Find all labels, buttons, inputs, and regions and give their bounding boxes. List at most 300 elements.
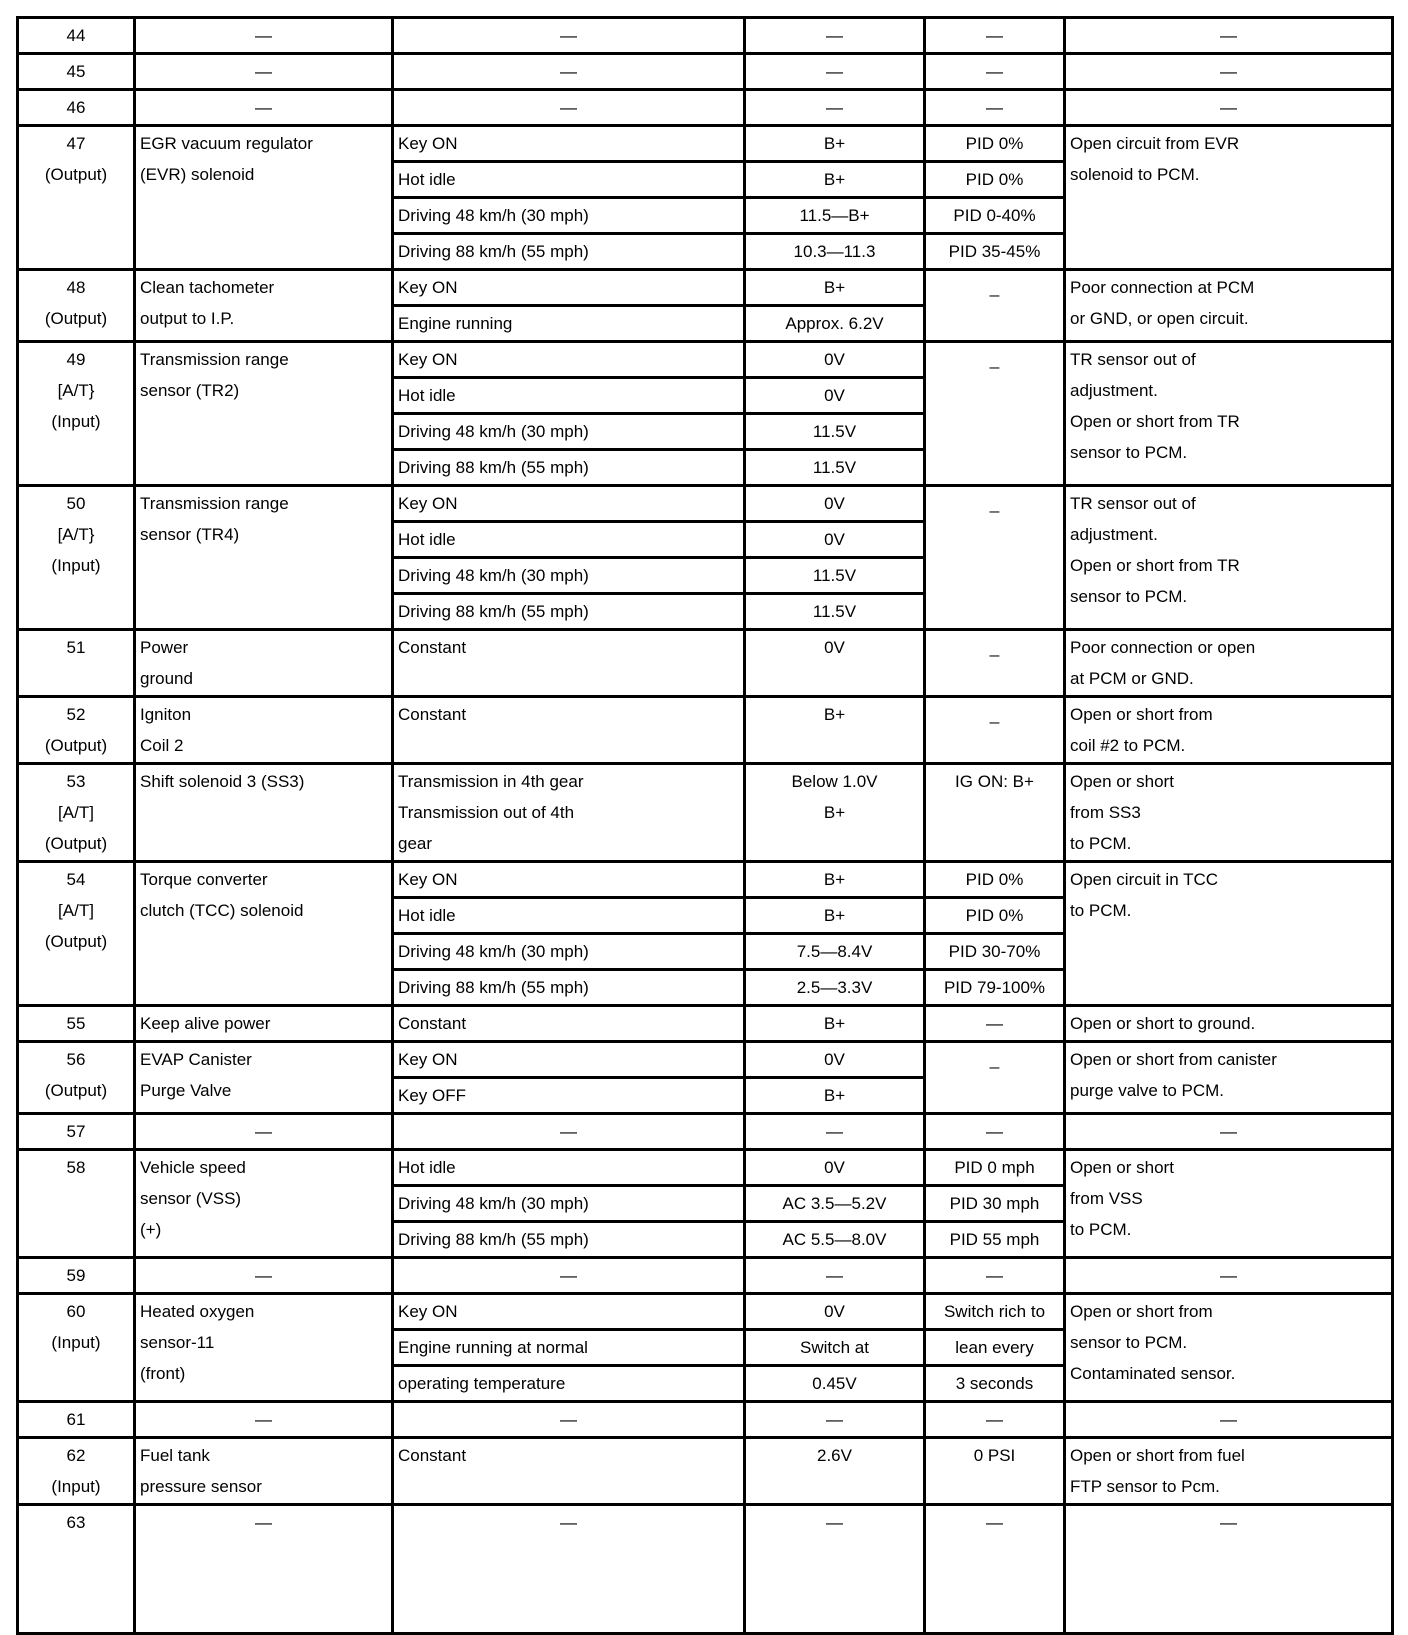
empty-dash: — (560, 1266, 577, 1285)
voltage-cell (745, 764, 925, 862)
pid-cell (925, 1438, 1065, 1505)
voltage-value: AC 5.5—8.0V (782, 1230, 887, 1249)
pid-value: _ (989, 705, 1000, 724)
signal-cell (135, 630, 393, 697)
condition-line: Hot idle (398, 1158, 456, 1177)
condition-line: Driving 48 km/h (30 mph) (398, 566, 589, 585)
empty-dash: — (986, 62, 1003, 81)
signal-cell (135, 54, 393, 90)
signal-cell (135, 697, 393, 764)
fault-line: Open or short (1070, 1158, 1174, 1177)
condition-line: Key ON (398, 278, 458, 297)
voltage-cell (745, 522, 925, 558)
pid-value: — (986, 1014, 1003, 1033)
voltage-value: B+ (823, 870, 846, 889)
condition-line: Hot idle (398, 906, 456, 925)
empty-dash: — (986, 1266, 1003, 1285)
condition-line: Key ON (398, 494, 458, 513)
pid-value: PID 0% (965, 906, 1024, 925)
signal-line: clutch (TCC) solenoid (140, 901, 304, 920)
voltage-value: 2.5—3.3V (796, 978, 873, 997)
condition-cell (393, 90, 745, 126)
voltage-value: 0.45V (812, 1374, 857, 1393)
empty-dash: — (986, 1410, 1003, 1429)
condition-cell (393, 378, 745, 414)
condition-line: Constant (398, 1014, 467, 1033)
voltage-value: B+ (823, 1086, 846, 1105)
pid-value: PID 30-70% (948, 942, 1041, 961)
signal-cell (135, 342, 393, 486)
fault-cell (1065, 18, 1393, 54)
empty-dash: — (255, 98, 272, 117)
condition-line: Driving 48 km/h (30 mph) (398, 206, 589, 225)
voltage-cell (745, 697, 925, 764)
signal-line: Torque converter (140, 870, 268, 889)
voltage-value: 0V (824, 1302, 845, 1321)
fault-cell (1065, 1006, 1393, 1042)
pid-cell (925, 126, 1065, 162)
pin-number: 49 (66, 350, 86, 369)
empty-dash: — (826, 62, 843, 81)
condition-cell (393, 54, 745, 90)
pin-direction: (Output) (44, 1081, 108, 1100)
pid-cell (925, 1222, 1065, 1258)
voltage-cell (745, 862, 925, 898)
fault-line: TR sensor out of (1070, 494, 1196, 513)
pid-cell (925, 764, 1065, 862)
pin-number-cell (18, 1258, 135, 1294)
pid-value: PID 0% (965, 134, 1024, 153)
condition-cell (393, 522, 745, 558)
voltage-cell (745, 1294, 925, 1330)
pin-number: 54 (66, 870, 86, 889)
fault-cell (1065, 630, 1393, 697)
fault-cell (1065, 90, 1393, 126)
voltage-value: 0V (824, 1050, 845, 1069)
voltage-value: Switch at (800, 1338, 869, 1357)
condition-cell (393, 558, 745, 594)
condition-line: operating temperature (398, 1374, 566, 1393)
fault-line: adjustment. (1070, 525, 1158, 544)
table-row (18, 18, 1393, 54)
voltage-cell (745, 934, 925, 970)
signal-cell (135, 486, 393, 630)
empty-dash: — (1220, 1266, 1237, 1285)
condition-line: Driving 88 km/h (55 mph) (398, 458, 589, 477)
condition-line: Driving 48 km/h (30 mph) (398, 422, 589, 441)
signal-cell (135, 1042, 393, 1114)
fault-line: Open circuit from EVR (1070, 134, 1240, 153)
empty-dash: — (255, 1266, 272, 1285)
pin-number: 62 (66, 1446, 86, 1465)
voltage-value: 11.5—B+ (799, 206, 870, 225)
fault-cell (1065, 486, 1393, 630)
voltage-value: Below 1.0V (791, 772, 878, 791)
voltage-cell (745, 1438, 925, 1505)
empty-dash: — (826, 1266, 843, 1285)
voltage-cell (745, 558, 925, 594)
empty-dash: — (255, 62, 272, 81)
condition-line: Driving 88 km/h (55 mph) (398, 978, 589, 997)
condition-cell (393, 126, 745, 162)
pin-direction: (Output) (44, 309, 108, 328)
signal-line: sensor-11 (140, 1333, 215, 1352)
fault-cell (1065, 1258, 1393, 1294)
pid-value: 0 PSI (973, 1446, 1016, 1465)
condition-line: Hot idle (398, 530, 456, 549)
condition-line: Key OFF (398, 1086, 467, 1105)
condition-line: Hot idle (398, 170, 456, 189)
voltage-cell (745, 1222, 925, 1258)
signal-line: EVAP Canister (140, 1050, 252, 1069)
condition-cell (393, 1294, 745, 1330)
pin-number-cell (18, 342, 135, 486)
fault-line: Open or short to ground. (1070, 1014, 1256, 1033)
condition-cell (393, 764, 745, 862)
pid-cell (925, 1294, 1065, 1330)
signal-line: ground (140, 669, 193, 688)
voltage-cell (745, 1258, 925, 1294)
table-row (18, 342, 1393, 378)
voltage-cell (745, 54, 925, 90)
empty-dash: — (560, 26, 577, 45)
condition-cell (393, 934, 745, 970)
signal-line: Igniton (140, 705, 192, 724)
empty-dash: — (826, 98, 843, 117)
voltage-cell (745, 162, 925, 198)
signal-line: pressure sensor (140, 1477, 262, 1496)
voltage-cell (745, 898, 925, 934)
pid-cell (925, 234, 1065, 270)
fault-line: sensor to PCM. (1070, 587, 1188, 606)
condition-line: Driving 88 km/h (55 mph) (398, 602, 589, 621)
pin-number: 56 (66, 1050, 86, 1069)
voltage-cell (745, 1078, 925, 1114)
fault-line: adjustment. (1070, 381, 1158, 400)
fault-line: Open or short from TR (1070, 412, 1240, 431)
signal-cell (135, 1006, 393, 1042)
empty-dash: — (560, 98, 577, 117)
signal-line: (front) (140, 1364, 186, 1383)
empty-dash: — (255, 1122, 272, 1141)
voltage-cell (745, 234, 925, 270)
empty-dash: — (1220, 26, 1237, 45)
condition-line: Constant (398, 638, 467, 657)
condition-line: Driving 88 km/h (55 mph) (398, 242, 589, 261)
signal-line: sensor (VSS) (140, 1189, 242, 1208)
condition-cell (393, 234, 745, 270)
voltage-cell (745, 1114, 925, 1150)
pin-number-cell (18, 1150, 135, 1258)
pin-number: 47 (66, 134, 86, 153)
voltage-value: B+ (823, 278, 846, 297)
condition-cell (393, 862, 745, 898)
condition-line: Engine running (398, 314, 513, 333)
pid-cell (925, 1150, 1065, 1186)
pin-number: 59 (66, 1266, 86, 1285)
pid-value: lean every (955, 1338, 1034, 1357)
pin-direction: [A/T] (58, 901, 94, 920)
voltage-value: 0V (824, 350, 845, 369)
pid-cell (925, 898, 1065, 934)
voltage-cell (745, 270, 925, 306)
pin-number: 50 (66, 494, 86, 513)
fault-line: Poor connection or open (1070, 638, 1256, 657)
pin-number: 53 (66, 772, 86, 791)
pid-value: Switch rich to (943, 1302, 1046, 1321)
pin-number: 61 (66, 1410, 86, 1429)
fault-line: Open or short from canister (1070, 1050, 1277, 1069)
pin-number-cell (18, 90, 135, 126)
pcm-pin-table (16, 16, 1394, 1635)
condition-cell (393, 306, 745, 342)
voltage-value: AC 3.5—5.2V (782, 1194, 887, 1213)
fault-line: to PCM. (1070, 1220, 1132, 1239)
signal-line: Vehicle speed (140, 1158, 246, 1177)
pin-direction: [A/T} (57, 525, 95, 544)
pin-number-cell (18, 1438, 135, 1505)
voltage-cell (745, 970, 925, 1006)
table-row (18, 1258, 1393, 1294)
condition-cell (393, 898, 745, 934)
condition-cell (393, 1078, 745, 1114)
condition-cell (393, 450, 745, 486)
signal-cell (135, 1438, 393, 1505)
fault-line: FTP sensor to Pcm. (1070, 1477, 1220, 1496)
empty-dash: — (1220, 1410, 1237, 1429)
condition-cell (393, 1114, 745, 1150)
pid-value: PID 0-40% (953, 206, 1036, 225)
fault-line: coil #2 to PCM. (1070, 736, 1186, 755)
pid-cell (925, 1330, 1065, 1366)
condition-cell (393, 1042, 745, 1078)
empty-dash: — (560, 62, 577, 81)
fault-line: Open or short from (1070, 705, 1213, 724)
condition-line: Hot idle (398, 386, 456, 405)
signal-cell (135, 1258, 393, 1294)
table-row (18, 54, 1393, 90)
signal-line: (+) (140, 1220, 162, 1239)
voltage-value: 0V (824, 530, 845, 549)
pid-value: 3 seconds (955, 1374, 1034, 1393)
condition-line: gear (398, 834, 433, 853)
pid-value: IG ON: B+ (955, 772, 1034, 791)
empty-dash: — (560, 1410, 577, 1429)
pin-number: 51 (66, 638, 86, 657)
fault-cell (1065, 270, 1393, 342)
voltage-value: 2.6V (817, 1446, 852, 1465)
pid-cell (925, 90, 1065, 126)
fault-line: purge valve to PCM. (1070, 1081, 1225, 1100)
pid-value: PID 0% (965, 170, 1024, 189)
fault-line: or GND, or open circuit. (1070, 309, 1249, 328)
pid-cell (925, 630, 1065, 697)
pid-value: _ (989, 278, 1000, 297)
condition-cell (393, 1402, 745, 1438)
table-row (18, 1114, 1393, 1150)
signal-line: EGR vacuum regulator (140, 134, 313, 153)
signal-line: sensor (TR4) (140, 525, 240, 544)
voltage-cell (745, 486, 925, 522)
fault-cell (1065, 862, 1393, 1006)
empty-dash: — (986, 98, 1003, 117)
voltage-value: 7.5—8.4V (796, 942, 873, 961)
fault-cell (1065, 1042, 1393, 1114)
pin-number-cell (18, 126, 135, 270)
voltage-value: 11.5V (812, 602, 857, 621)
voltage-cell (745, 306, 925, 342)
signal-line: Transmission range (140, 350, 289, 369)
table-row (18, 1042, 1393, 1078)
pin-number-cell (18, 1505, 135, 1634)
voltage-value: B+ (823, 906, 846, 925)
pin-number-cell (18, 862, 135, 1006)
condition-line: Driving 88 km/h (55 mph) (398, 1230, 589, 1249)
pid-cell (925, 1505, 1065, 1634)
fault-cell (1065, 54, 1393, 90)
voltage-cell (745, 1402, 925, 1438)
table-row (18, 270, 1393, 306)
signal-line: (EVR) solenoid (140, 165, 255, 184)
condition-line: Key ON (398, 350, 458, 369)
table-row (18, 697, 1393, 764)
pin-number-cell (18, 18, 135, 54)
pid-cell (925, 1402, 1065, 1438)
signal-line: Clean tachometer (140, 278, 275, 297)
pin-direction: (Output) (44, 165, 108, 184)
table-row (18, 90, 1393, 126)
pin-number: 48 (66, 278, 86, 297)
fault-line: Open or short (1070, 772, 1174, 791)
condition-cell (393, 1258, 745, 1294)
signal-cell (135, 1505, 393, 1634)
condition-line: Constant (398, 1446, 467, 1465)
condition-line: Transmission in 4th gear (398, 772, 584, 791)
fault-line: from SS3 (1070, 803, 1141, 822)
table-row (18, 1402, 1393, 1438)
pin-direction: (Input) (51, 412, 101, 431)
signal-cell (135, 90, 393, 126)
fault-line: Open or short from (1070, 1302, 1213, 1321)
signal-cell (135, 1294, 393, 1402)
fault-line: sensor to PCM. (1070, 1333, 1188, 1352)
empty-dash: — (1220, 1513, 1237, 1532)
empty-dash: — (826, 1513, 843, 1532)
condition-cell (393, 594, 745, 630)
fault-cell (1065, 1294, 1393, 1402)
voltage-cell (745, 1366, 925, 1402)
signal-line: output to I.P. (140, 309, 235, 328)
pcm-pin-table-page (16, 16, 1391, 1532)
table-row (18, 1438, 1393, 1505)
table-row (18, 126, 1393, 162)
voltage-cell (745, 1330, 925, 1366)
pin-number-cell (18, 1042, 135, 1114)
pin-direction: (Output) (44, 834, 108, 853)
condition-cell (393, 1186, 745, 1222)
signal-line: Fuel tank (140, 1446, 210, 1465)
pin-direction: [A/T] (58, 803, 94, 822)
pin-number-cell (18, 697, 135, 764)
pin-direction: (Input) (51, 1333, 101, 1352)
pid-cell (925, 54, 1065, 90)
empty-dash: — (255, 1410, 272, 1429)
pid-value: _ (989, 350, 1000, 369)
pin-number: 45 (66, 62, 86, 81)
condition-cell (393, 1006, 745, 1042)
pin-number: 55 (66, 1014, 86, 1033)
empty-dash: — (255, 1513, 272, 1532)
voltage-cell (745, 450, 925, 486)
pin-direction: (Input) (51, 1477, 101, 1496)
condition-line: Key ON (398, 870, 458, 889)
pin-number-cell (18, 270, 135, 342)
table-row (18, 1006, 1393, 1042)
empty-dash: — (826, 26, 843, 45)
condition-cell (393, 630, 745, 697)
condition-cell (393, 162, 745, 198)
voltage-cell (745, 1150, 925, 1186)
table-row (18, 1505, 1393, 1634)
condition-cell (393, 270, 745, 306)
pid-value: _ (989, 494, 1000, 513)
fault-line: at PCM or GND. (1070, 669, 1194, 688)
voltage-value: 11.5V (812, 566, 857, 585)
pid-cell (925, 697, 1065, 764)
voltage-cell (745, 594, 925, 630)
signal-line: Heated oxygen (140, 1302, 255, 1321)
fault-cell (1065, 126, 1393, 270)
signal-line: Purge Valve (140, 1081, 232, 1100)
voltage-cell (745, 1042, 925, 1078)
pin-number: 44 (66, 26, 86, 45)
pid-value: PID 0 mph (954, 1158, 1035, 1177)
pin-number: 46 (66, 98, 86, 117)
voltage-value: B+ (823, 1014, 846, 1033)
voltage-cell (745, 1186, 925, 1222)
signal-cell (135, 126, 393, 270)
pin-direction: (Output) (44, 736, 108, 755)
pin-number: 60 (66, 1302, 86, 1321)
fault-cell (1065, 1150, 1393, 1258)
empty-dash: — (826, 1410, 843, 1429)
pin-direction: [A/T} (57, 381, 95, 400)
condition-line: Constant (398, 705, 467, 724)
empty-dash: — (986, 1513, 1003, 1532)
condition-line: Driving 48 km/h (30 mph) (398, 1194, 589, 1213)
condition-cell (393, 970, 745, 1006)
pid-value: PID 79-100% (943, 978, 1046, 997)
voltage-value: B+ (823, 705, 846, 724)
pid-cell (925, 1366, 1065, 1402)
fault-cell (1065, 1402, 1393, 1438)
signal-cell (135, 862, 393, 1006)
voltage-cell (745, 1505, 925, 1634)
signal-line: Coil 2 (140, 736, 184, 755)
condition-line: Transmission out of 4th (398, 803, 575, 822)
fault-line: from VSS (1070, 1189, 1143, 1208)
fault-cell (1065, 697, 1393, 764)
condition-line: Key ON (398, 1050, 458, 1069)
pid-value: PID 30 mph (949, 1194, 1040, 1213)
voltage-cell (745, 414, 925, 450)
pin-number: 57 (66, 1122, 86, 1141)
pid-cell (925, 1114, 1065, 1150)
pid-cell (925, 1042, 1065, 1114)
pin-number-cell (18, 54, 135, 90)
fault-line: solenoid to PCM. (1070, 165, 1200, 184)
pin-number-cell (18, 1006, 135, 1042)
